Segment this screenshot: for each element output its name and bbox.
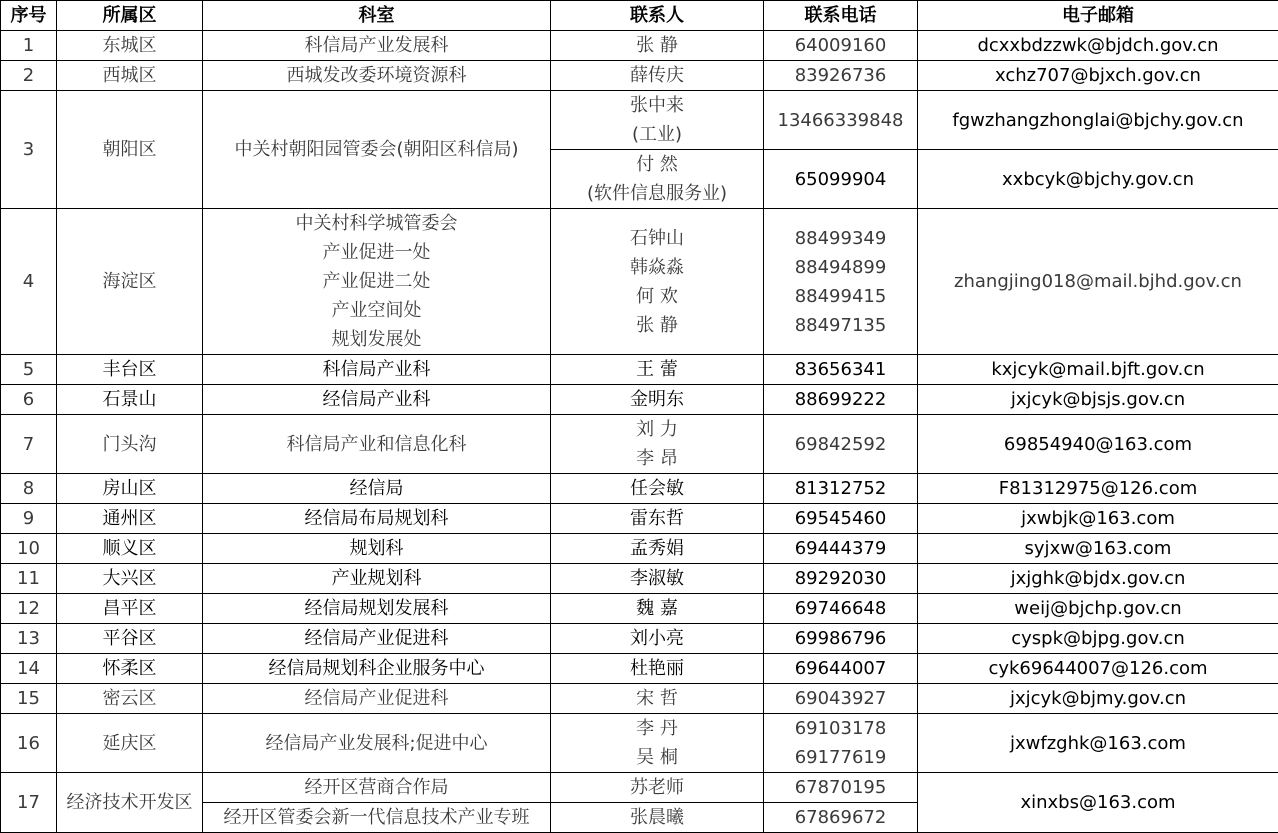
contact-name: 杜艳丽: [551, 654, 764, 684]
table-row: [1, 624, 1278, 654]
office: 经信局产业促进科: [203, 684, 551, 714]
email: weij@bjchp.gov.cn: [918, 594, 1278, 624]
contact-name-line: (工业): [551, 120, 763, 149]
row-number: 12: [1, 594, 57, 624]
office: 西城发改委环境资源科: [203, 61, 551, 91]
row-number: 13: [1, 624, 57, 654]
phone: 69444379: [764, 534, 918, 564]
email: jxjghk@bjdx.gov.cn: [918, 564, 1278, 594]
header-cell: 联系人: [551, 1, 764, 31]
header-cell: 所属区: [57, 1, 203, 31]
contact-name: 张 静: [551, 31, 764, 61]
contact-name: [551, 91, 764, 150]
office: [203, 209, 551, 355]
table-row: [1, 714, 1278, 773]
email: 69854940@163.com: [918, 415, 1278, 474]
table-row: [1, 684, 1278, 714]
office: 经开区管委会新一代信息技术产业专班: [203, 803, 551, 833]
table-row: [1, 474, 1278, 504]
district: 密云区: [57, 684, 203, 714]
contact-name: 苏老师: [551, 773, 764, 803]
row-number: 17: [1, 773, 57, 833]
row-number: 15: [1, 684, 57, 714]
contact-name: 雷东哲: [551, 504, 764, 534]
row-number: 8: [1, 474, 57, 504]
phone: 69043927: [764, 684, 918, 714]
email: cyspk@bjpg.gov.cn: [918, 624, 1278, 654]
phone: 69545460: [764, 504, 918, 534]
office-line: 规划发展处: [203, 325, 550, 354]
row-number: 1: [1, 31, 57, 61]
row-number: 9: [1, 504, 57, 534]
district: 丰台区: [57, 355, 203, 385]
office-line: 产业促进二处: [203, 267, 550, 296]
contact-name: 魏 嘉: [551, 594, 764, 624]
phone: 69842592: [764, 415, 918, 474]
contact-name-line: 张中来: [551, 91, 763, 120]
email: jxjcyk@bjmy.gov.cn: [918, 684, 1278, 714]
email: xxbcyk@bjchy.gov.cn: [918, 150, 1278, 209]
office-line: 中关村科学城管委会: [203, 209, 550, 238]
office: 经信局布局规划科: [203, 504, 551, 534]
contact-name: [551, 415, 764, 474]
table-row: [1, 355, 1278, 385]
contact-name-line: (软件信息服务业): [551, 179, 763, 208]
contact-name-line: 付 然: [551, 150, 763, 179]
phone: 67869672: [764, 803, 918, 833]
phone: 89292030: [764, 564, 918, 594]
header-cell: 电子邮箱: [918, 1, 1278, 31]
contact-name: 王 蕾: [551, 355, 764, 385]
contact-name: 刘小亮: [551, 624, 764, 654]
contact-name: [551, 209, 764, 355]
office: 中关村朝阳园管委会(朝阳区科信局): [203, 91, 551, 209]
contact-name-line: 何 欢: [551, 282, 763, 311]
office: 经信局规划发展科: [203, 594, 551, 624]
phone-line: 69103178: [764, 714, 917, 743]
contact-name-line: 张 静: [551, 311, 763, 340]
contact-name-line: 李 昂: [551, 444, 763, 473]
district: 昌平区: [57, 594, 203, 624]
row-number: 11: [1, 564, 57, 594]
office: 经开区营商合作局: [203, 773, 551, 803]
phone: 83656341: [764, 355, 918, 385]
district: 大兴区: [57, 564, 203, 594]
email: jxwfzghk@163.com: [918, 714, 1278, 773]
table-row: [1, 415, 1278, 474]
district: 平谷区: [57, 624, 203, 654]
contact-name-line: 吴 桐: [551, 743, 763, 772]
table-row: [1, 564, 1278, 594]
phone: 83926736: [764, 61, 918, 91]
office: 产业规划科: [203, 564, 551, 594]
email: dcxxbdzzwk@bjdch.gov.cn: [918, 31, 1278, 61]
contact-name-line: 李 丹: [551, 714, 763, 743]
phone: [764, 714, 918, 773]
contact-name: [551, 714, 764, 773]
contact-name: 薛传庆: [551, 61, 764, 91]
phone: 65099904: [764, 150, 918, 209]
office: 科信局产业科: [203, 355, 551, 385]
contact-name: 李淑敏: [551, 564, 764, 594]
table-row: [1, 504, 1278, 534]
table-row: [1, 31, 1278, 61]
phone: 69644007: [764, 654, 918, 684]
phone: 81312752: [764, 474, 918, 504]
office: 经信局: [203, 474, 551, 504]
row-number: 2: [1, 61, 57, 91]
district: 怀柔区: [57, 654, 203, 684]
row-number: 10: [1, 534, 57, 564]
phone: 69986796: [764, 624, 918, 654]
row-number: 7: [1, 415, 57, 474]
office-line: 产业促进一处: [203, 238, 550, 267]
district: 海淀区: [57, 209, 203, 355]
district: 东城区: [57, 31, 203, 61]
table-row: [1, 594, 1278, 624]
row-number: 14: [1, 654, 57, 684]
email: syjxw@163.com: [918, 534, 1278, 564]
table-row: [1, 534, 1278, 564]
phone-line: 88494899: [764, 253, 917, 282]
phone-line: 88499415: [764, 282, 917, 311]
table-row: [1, 773, 1278, 803]
email: fgwzhangzhonglai@bjchy.gov.cn: [918, 91, 1278, 150]
district: 顺义区: [57, 534, 203, 564]
phone-line: 88499349: [764, 224, 917, 253]
contact-name-line: 石钟山: [551, 224, 763, 253]
email: zhangjing018@mail.bjhd.gov.cn: [918, 209, 1278, 355]
header-cell: 联系电话: [764, 1, 918, 31]
office: 经信局产业科: [203, 385, 551, 415]
row-number: 3: [1, 91, 57, 209]
contact-name: [551, 150, 764, 209]
row-number: 16: [1, 714, 57, 773]
district: 西城区: [57, 61, 203, 91]
phone: 13466339848: [764, 91, 918, 150]
table-row: [1, 385, 1278, 415]
phone: 67870195: [764, 773, 918, 803]
phone: 64009160: [764, 31, 918, 61]
district: 经济技术开发区: [57, 773, 203, 833]
contact-name: 孟秀娟: [551, 534, 764, 564]
header-row: [1, 1, 1278, 31]
contact-name-line: 刘 力: [551, 415, 763, 444]
table-row: [1, 61, 1278, 91]
table-row: [1, 654, 1278, 684]
office-line: 产业空间处: [203, 296, 550, 325]
phone-line: 69177619: [764, 743, 917, 772]
email: jxwbjk@163.com: [918, 504, 1278, 534]
header-cell: 科室: [203, 1, 551, 31]
district: 延庆区: [57, 714, 203, 773]
phone: 69746648: [764, 594, 918, 624]
contact-name: 任会敏: [551, 474, 764, 504]
office: 规划科: [203, 534, 551, 564]
email: xchz707@bjxch.gov.cn: [918, 61, 1278, 91]
district: 石景山: [57, 385, 203, 415]
office: 科信局产业发展科: [203, 31, 551, 61]
email: F81312975@126.com: [918, 474, 1278, 504]
email: kxjcyk@mail.bjft.gov.cn: [918, 355, 1278, 385]
table-row: [1, 209, 1278, 355]
email: xinxbs@163.com: [918, 773, 1278, 833]
row-number: 6: [1, 385, 57, 415]
district: 房山区: [57, 474, 203, 504]
phone: [764, 209, 918, 355]
email: jxjcyk@bjsjs.gov.cn: [918, 385, 1278, 415]
contact-name: 张晨曦: [551, 803, 764, 833]
phone-line: 88497135: [764, 311, 917, 340]
phone: 88699222: [764, 385, 918, 415]
contact-name-line: 韩焱淼: [551, 253, 763, 282]
row-number: 5: [1, 355, 57, 385]
table-row: [1, 91, 1278, 150]
contact-name: 金明东: [551, 385, 764, 415]
district: 通州区: [57, 504, 203, 534]
office: 科信局产业和信息化科: [203, 415, 551, 474]
office: 经信局产业发展科;促进中心: [203, 714, 551, 773]
row-number: 4: [1, 209, 57, 355]
district: 朝阳区: [57, 91, 203, 209]
office: 经信局规划科企业服务中心: [203, 654, 551, 684]
email: cyk69644007@126.com: [918, 654, 1278, 684]
contact-name: 宋 哲: [551, 684, 764, 714]
district: 门头沟: [57, 415, 203, 474]
header-cell: 序号: [1, 1, 57, 31]
office: 经信局产业促进科: [203, 624, 551, 654]
